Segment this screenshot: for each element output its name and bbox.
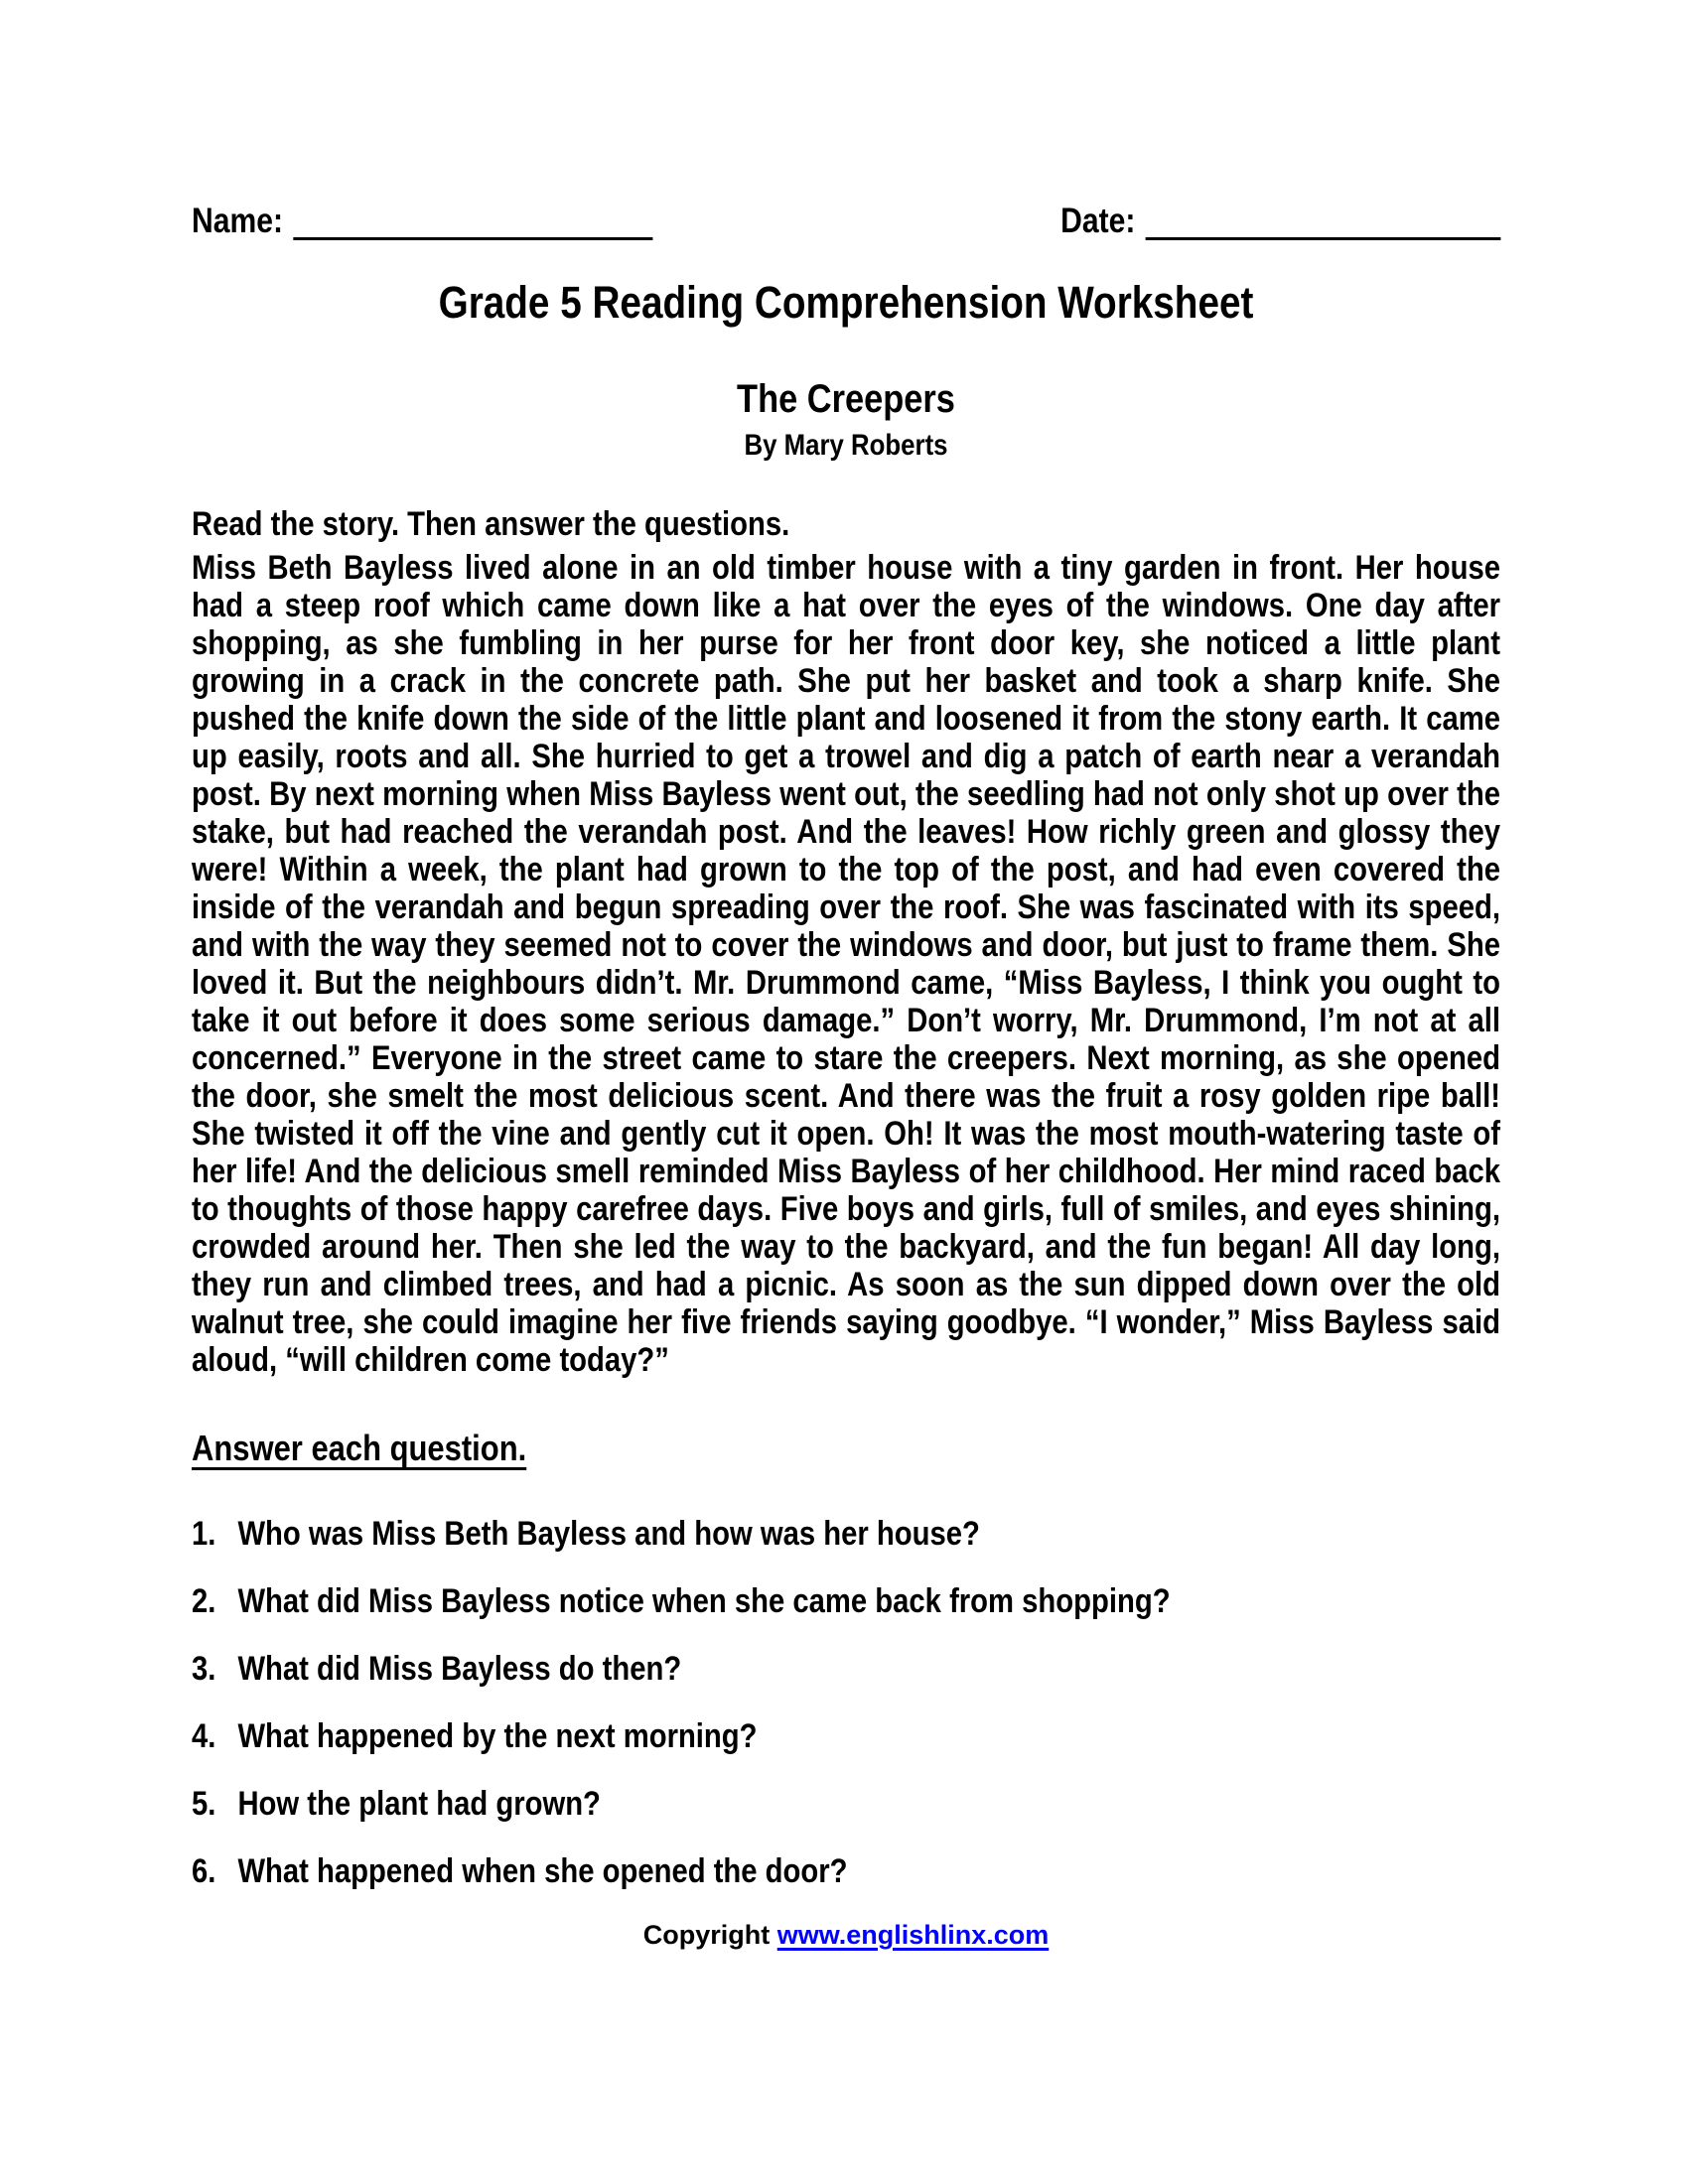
- question-row-2: [192, 1581, 1500, 1621]
- copyright-label: Copyright: [642, 1919, 777, 1950]
- story-title: The Creepers: [737, 377, 955, 421]
- question-text: How the plant had grown?: [237, 1784, 601, 1823]
- name-date-row: [192, 195, 1500, 240]
- question-number: 1.: [192, 1514, 216, 1553]
- date-field-group: [1060, 198, 1500, 240]
- question-text: What happened by the next morning?: [237, 1716, 758, 1755]
- question-row-3: [192, 1649, 1500, 1689]
- story-paragraph: Miss Beth Bayless lived alone in an old timber house with a tiny garden in front. Her house had a steep roof which came down like a hat over the eyes of the windows. One day after shopping, as she fumbling in her purse for her front door key, she noticed a little plant growing in a crack in the concrete path. She put her basket and took a sharp knife. She pushed the knife down the side of the little plant and loosened it from the stony earth. It came up easily, roots and all. She hurried to get a trowel and dig a patch of earth near a verandah post. By next morning when Miss Bayless went out, the seedling had not only shot up over the stake, but had reached the verandah post. And the leaves! How richly green and glossy they were! Within a week, the plant had grown to the top of the post, and had even covered the inside of the verandah and begun spreading over the roof. She was fascinated with its speed, and with the way they seemed not to cover the windows and door, but just to frame them. She loved it. But the neighbours didn’t. Mr. Drummond came, “Miss Bayless, I think you ought to take it out before it does some serious damage.” Don’t worry, Mr. Drummond, I’m not at all concerned.” Everyone in the street came to stare the creepers. Next morning, as she opened the door, she smelt the most delicious scent. And there was the fruit a rosy golden ripe ball! She twisted it off the vine and gently cut it open. Oh! It was the most mouth-watering taste of her life! And the delicious smell reminded Miss Bayless of her childhood. Her mind raced back to thoughts of those happy carefree days. Five boys and girls, full of smiles, and eyes shining, crowded around her. Then she led the way to the backyard, and the fun began! All day long, they run and climbed trees, and had a picnic. As soon as the sun dipped down over the old walnut tree, she could imagine her five friends saying goodbye. “I wonder,” Miss Bayless said aloud, “will children come today?”: [192, 549, 1501, 1380]
- name-label: Name:: [192, 201, 284, 240]
- date-label: Date:: [1060, 201, 1136, 240]
- date-blank-line: [1146, 198, 1500, 240]
- worksheet-title: Grade 5 Reading Comprehension Worksheet: [438, 277, 1254, 328]
- instruction-line: Read the story. Then answer the questions.: [192, 505, 790, 543]
- name-field-group: [192, 198, 652, 240]
- question-row-1: [192, 1514, 1500, 1554]
- englishlinx-link[interactable]: www.englishlinx.com: [776, 1919, 1050, 1950]
- worksheet-content: [192, 195, 1500, 1951]
- question-number: 5.: [192, 1784, 216, 1823]
- copyright-footer: [192, 1919, 1500, 1951]
- question-number: 6.: [192, 1851, 216, 1890]
- question-list: [192, 1514, 1500, 1891]
- question-number: 3.: [192, 1649, 216, 1688]
- question-number: 4.: [192, 1716, 216, 1755]
- story-byline: By Mary Roberts: [744, 429, 948, 462]
- question-row-5: [192, 1784, 1500, 1824]
- question-text: What did Miss Bayless notice when she came back from shopping?: [237, 1581, 1171, 1620]
- question-text: What did Miss Bayless do then?: [237, 1649, 682, 1688]
- question-number: 2.: [192, 1581, 216, 1620]
- question-text: Who was Miss Beth Bayless and how was her house?: [237, 1514, 980, 1553]
- question-row-4: [192, 1716, 1500, 1756]
- name-blank-line: [293, 198, 652, 240]
- answer-heading: Answer each question.: [192, 1428, 527, 1469]
- question-text: What happened when she opened the door?: [237, 1851, 848, 1890]
- question-row-6: [192, 1851, 1500, 1891]
